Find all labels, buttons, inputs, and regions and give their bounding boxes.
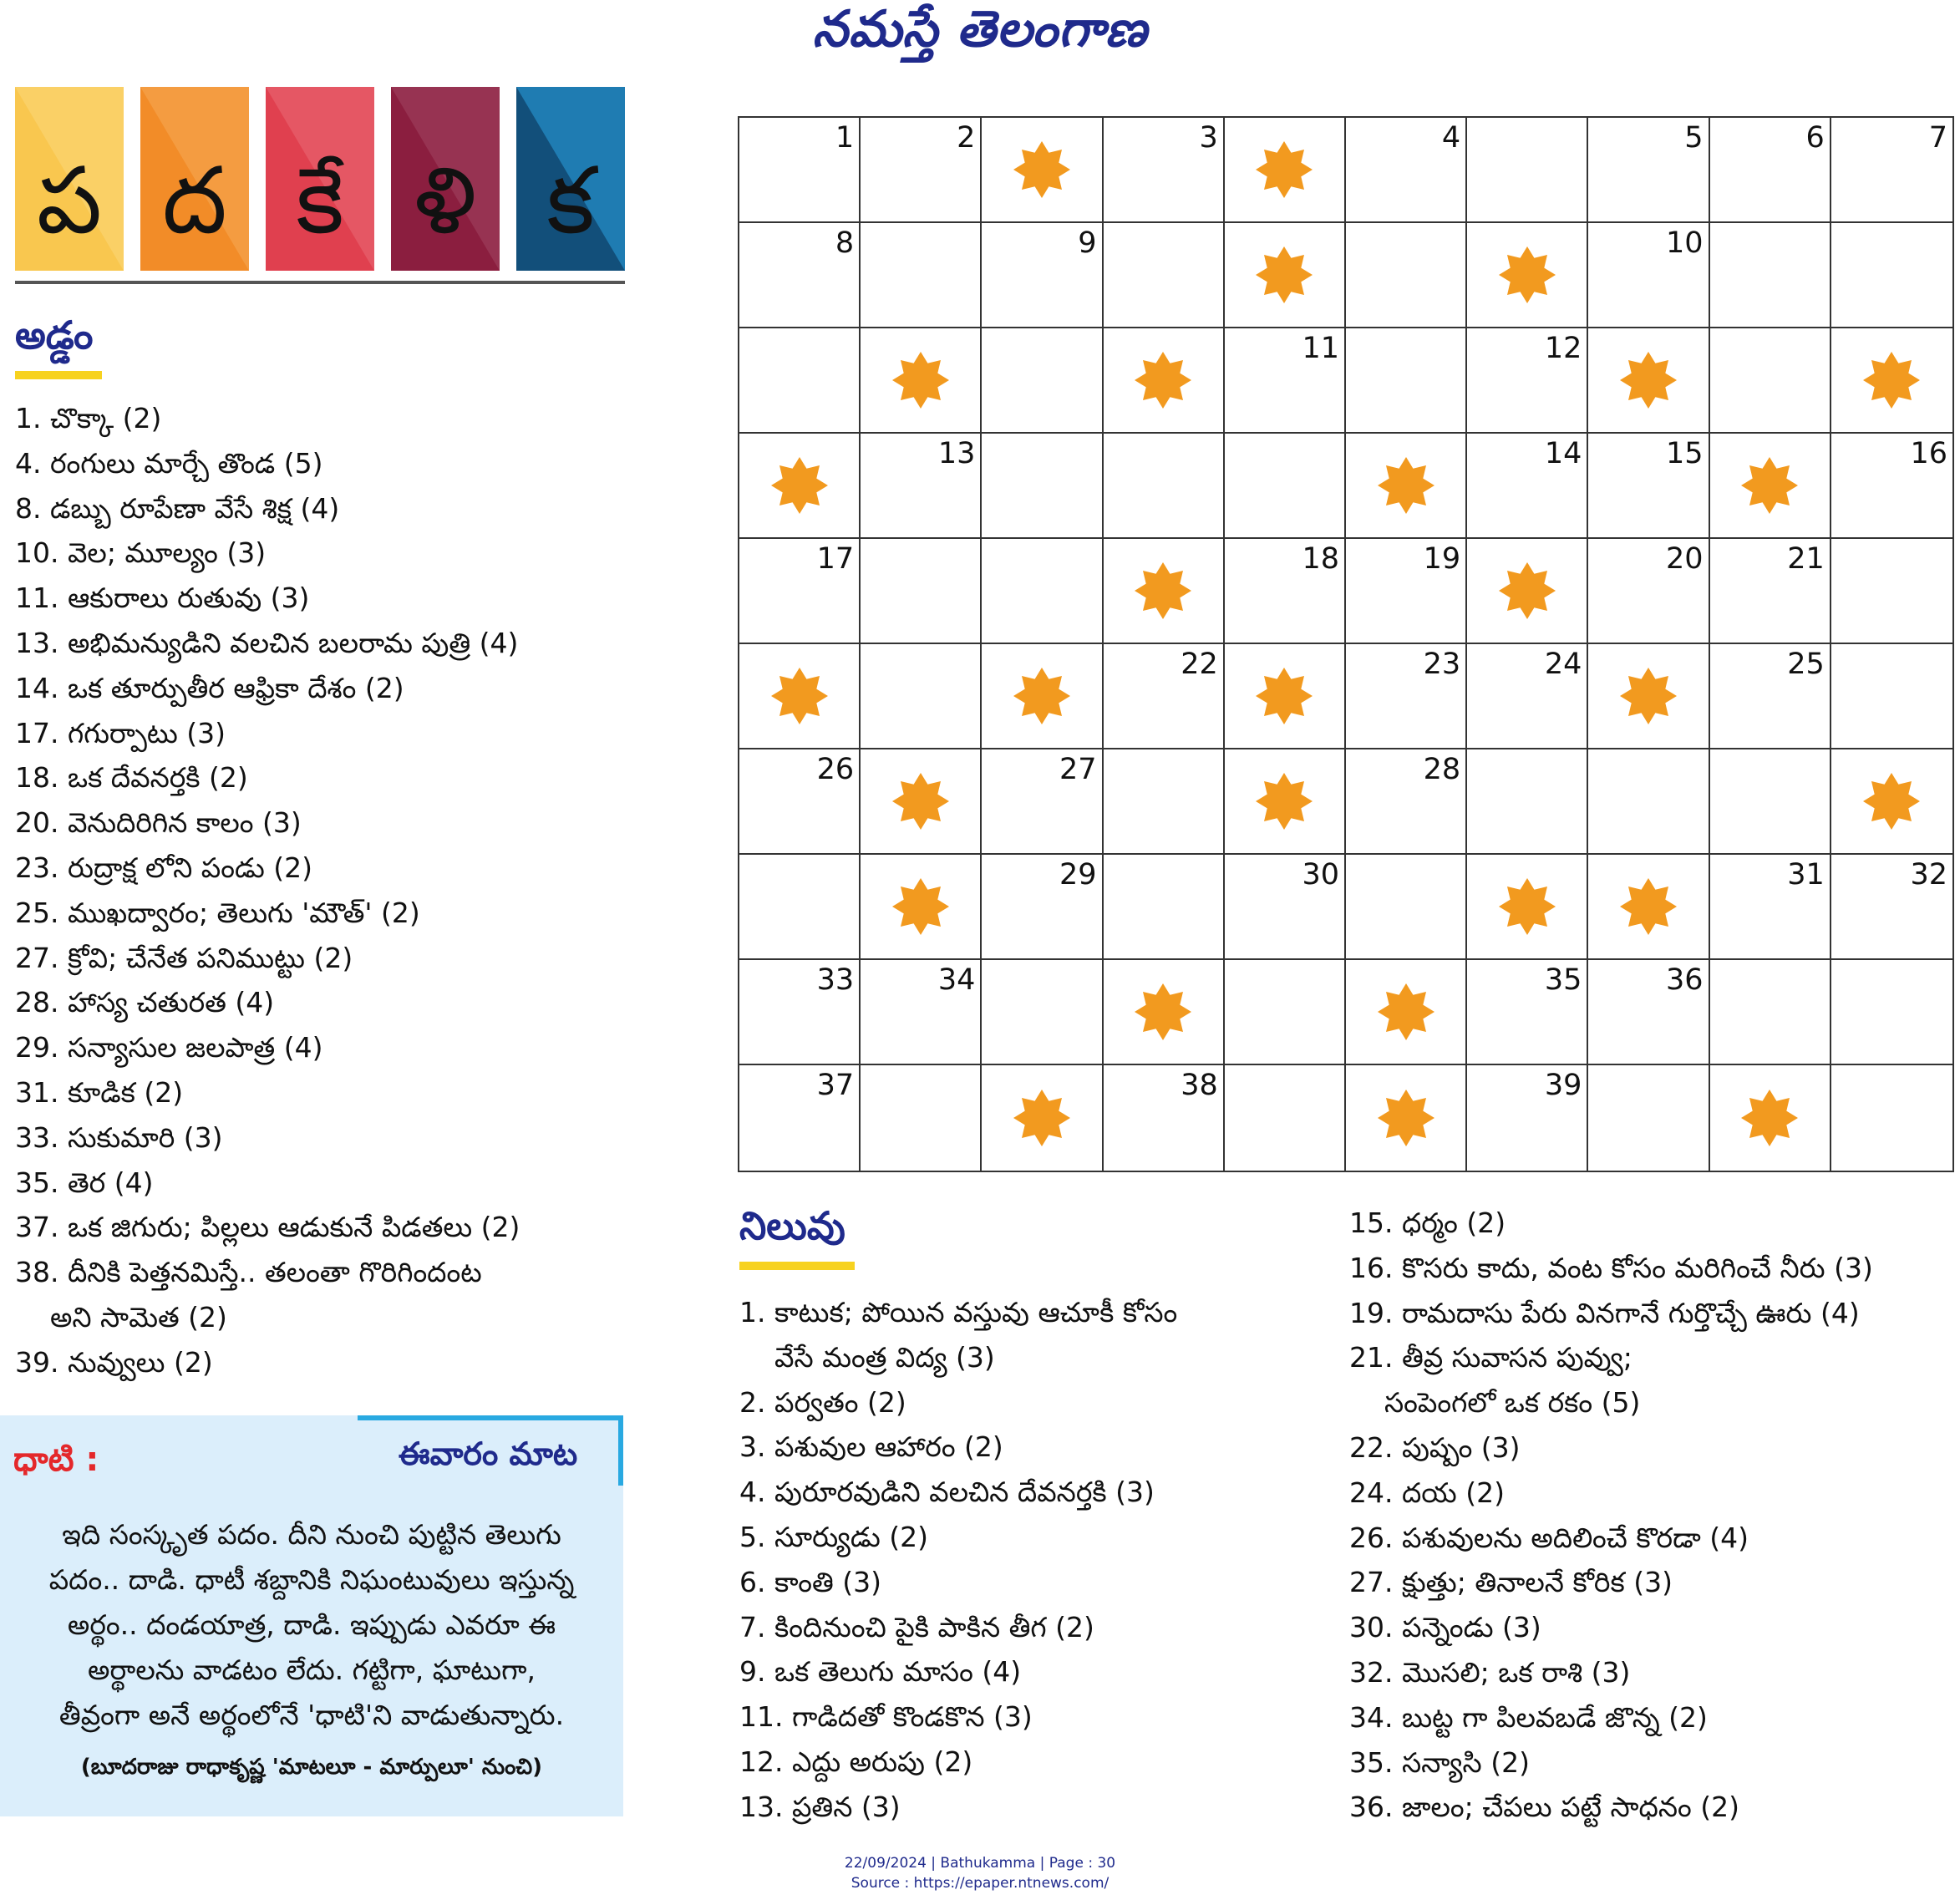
clue-item: 27. క్షుత్తు; తినాలనే కోరిక (3) — [1349, 1566, 1673, 1599]
grid-cell[interactable] — [1588, 749, 1709, 855]
clue-item: 19. రామదాసు పేరు వినగానే గుర్తొచ్చే ఊరు (4) — [1349, 1296, 1860, 1329]
star-icon — [1862, 351, 1921, 409]
grid-cell[interactable] — [1467, 434, 1588, 539]
grid-cell[interactable] — [1346, 223, 1467, 328]
clue-number: 26 — [816, 753, 855, 786]
grid-cell[interactable] — [1225, 434, 1346, 539]
grid-cell[interactable] — [982, 223, 1103, 328]
grid-cell[interactable] — [1346, 644, 1467, 749]
grid-cell — [1346, 960, 1467, 1065]
star-icon — [1134, 561, 1192, 620]
clue-item: 25. ముఖద్వారం; తెలుగు 'మౌత్' (2) — [15, 896, 420, 929]
grid-cell — [982, 644, 1103, 749]
word-of-week-tag: ఈవారం మాట — [358, 1415, 623, 1486]
title-tile — [516, 87, 625, 271]
clue-number: 36 — [1666, 963, 1704, 997]
clue-number: 9 — [1078, 226, 1097, 260]
grid-cell — [982, 1065, 1103, 1171]
clue-number: 32 — [1910, 858, 1947, 892]
title-tile-letter: ద — [162, 147, 227, 254]
grid-cell[interactable] — [1104, 1065, 1225, 1171]
grid-cell[interactable] — [739, 539, 861, 644]
star-icon — [1498, 877, 1556, 936]
grid-cell[interactable] — [1588, 960, 1709, 1065]
clue-item: 12. ఎద్దు అరుపు (2) — [739, 1745, 973, 1778]
grid-cell — [982, 118, 1103, 223]
grid-cell[interactable] — [1104, 223, 1225, 328]
grid-cell[interactable] — [1588, 539, 1709, 644]
clue-item: 18. ఒక దేవనర్తకి (2) — [15, 761, 248, 795]
clue-item: 31. కూడిక (2) — [15, 1075, 184, 1109]
clue-item: 39. నువ్వులు (2) — [15, 1345, 213, 1379]
word-of-week-text — [15, 1512, 608, 1738]
grid-cell[interactable] — [1710, 855, 1831, 960]
clue-item: 35. సన్యాసి (2) — [1349, 1745, 1530, 1779]
grid-cell — [1225, 644, 1346, 749]
grid-cell[interactable] — [1588, 118, 1709, 223]
clue-item: 38. దీనికి పెత్తనమిస్తే.. తలంతా గొరిగిందంట — [15, 1256, 482, 1289]
grid-cell[interactable] — [1710, 539, 1831, 644]
footer-source-line: Source : https://epaper.ntnews.com/ — [851, 1875, 1109, 1892]
grid-cell — [1588, 855, 1709, 960]
clue-number: 21 — [1787, 542, 1825, 576]
clue-number: 6 — [1805, 121, 1825, 155]
clue-item: 33. సుకుమారి (3) — [15, 1120, 223, 1154]
clue-item: 17. గగుర్పాటు (3) — [15, 716, 226, 749]
clue-item: 11. గాడిదతో కొండకొన (3) — [739, 1700, 1033, 1734]
grid-cell[interactable] — [1710, 223, 1831, 328]
heading-underline — [739, 1262, 855, 1270]
grid-cell[interactable] — [1588, 1065, 1709, 1171]
grid-cell[interactable] — [1346, 539, 1467, 644]
grid-cell — [1710, 434, 1831, 539]
grid-cell[interactable] — [739, 749, 861, 855]
clue-item: 26. పశువులను అదిలించే కొరడా (4) — [1349, 1521, 1749, 1554]
grid-cell — [1831, 328, 1952, 434]
grid-cell[interactable] — [1467, 118, 1588, 223]
star-icon — [891, 772, 950, 831]
clue-item: 37. ఒక జిగురు; పిల్లలు ఆడుకునే పిడతలు (2) — [15, 1211, 520, 1244]
clue-item: 16. కొసరు కాదు, వంట కోసం మరిగించే నీరు (3) — [1349, 1251, 1873, 1284]
clue-item: 15. ధర్మం (2) — [1349, 1207, 1506, 1239]
grid-cell — [1225, 118, 1346, 223]
word-of-week-line: అర్థాలను వాడటం లేదు. గట్టిగా, ఘాటుగా, — [88, 1654, 536, 1686]
grid-cell[interactable] — [1467, 749, 1588, 855]
clue-item: 11. ఆకురాలు రుతువు (3) — [15, 582, 310, 615]
grid-cell[interactable] — [1710, 749, 1831, 855]
grid-cell[interactable] — [1104, 434, 1225, 539]
grid-cell[interactable] — [982, 960, 1103, 1065]
clue-item: 36. జాలం; చేపలు పట్టే సాధనం (2) — [1349, 1791, 1739, 1824]
grid-cell[interactable] — [861, 118, 982, 223]
clue-number: 28 — [1423, 753, 1461, 786]
star-icon — [891, 351, 950, 409]
grid-cell[interactable] — [1104, 855, 1225, 960]
grid-cell[interactable] — [1831, 960, 1952, 1065]
clue-number: 27 — [1059, 753, 1097, 786]
star-icon — [891, 877, 950, 936]
grid-cell[interactable] — [861, 1065, 982, 1171]
grid-cell[interactable] — [1831, 223, 1952, 328]
word-of-week-credit: (బూదరాజు రాధాకృష్ణ 'మాటలూ - మార్పులూ' నుంచి) — [80, 1755, 543, 1780]
clue-item: 14. ఒక తూర్పుతీర ఆఫ్రికా దేశం (2) — [15, 671, 404, 704]
star-icon — [1013, 667, 1071, 725]
star-icon — [1619, 667, 1678, 725]
grid-cell[interactable] — [1225, 855, 1346, 960]
grid-cell[interactable] — [1710, 328, 1831, 434]
title-divider — [15, 281, 625, 284]
grid-cell[interactable] — [1710, 118, 1831, 223]
grid-cell[interactable] — [861, 434, 982, 539]
clue-number: 12 — [1544, 332, 1582, 365]
grid-cell[interactable] — [1831, 118, 1952, 223]
grid-cell[interactable] — [739, 960, 861, 1065]
across-clue-list — [15, 396, 520, 1385]
grid-cell — [739, 644, 861, 749]
clue-item: వేసే మంత్ర విద్య (3) — [774, 1340, 995, 1374]
grid-cell — [1225, 749, 1346, 855]
title-tile — [15, 87, 124, 271]
clue-number: 7 — [1928, 121, 1947, 155]
clue-number: 37 — [816, 1069, 855, 1102]
grid-cell[interactable] — [1104, 644, 1225, 749]
clue-number: 11 — [1302, 332, 1339, 365]
grid-cell[interactable] — [861, 223, 982, 328]
clue-number: 18 — [1302, 542, 1339, 576]
clue-item: 35. తెర (4) — [15, 1166, 154, 1199]
clue-item: 34. బుట్ట గా పిలవబడే జొన్న (2) — [1349, 1700, 1708, 1734]
grid-cell[interactable] — [739, 855, 861, 960]
grid-cell — [739, 434, 861, 539]
grid-cell[interactable] — [1104, 749, 1225, 855]
clue-item: 28. హాస్య చతురత (4) — [15, 986, 275, 1019]
clue-item: 13. అభిమన్యుడిని వలచిన బలరామ పుత్రి (4) — [15, 626, 519, 659]
across-heading-text: అడ్డం — [15, 312, 94, 358]
star-icon — [1134, 983, 1192, 1041]
star-icon — [770, 667, 829, 725]
clue-item: అని సామెత (2) — [50, 1300, 227, 1334]
title-tile — [140, 87, 249, 271]
grid-cell[interactable] — [1588, 223, 1709, 328]
grid-cell[interactable] — [1104, 118, 1225, 223]
clue-number: 33 — [816, 963, 855, 997]
clue-item: 23. రుద్రాక్ష లోని పండు (2) — [15, 851, 313, 884]
star-icon — [1377, 1089, 1435, 1147]
grid-cell — [1346, 1065, 1467, 1171]
star-icon — [1377, 456, 1435, 515]
star-icon — [1862, 772, 1921, 831]
clue-number: 4 — [1441, 121, 1461, 155]
clue-number: 30 — [1302, 858, 1339, 892]
clue-item: 3. పశువుల ఆహారం (2) — [739, 1430, 1003, 1464]
clue-number: 17 — [816, 542, 855, 576]
grid-cell[interactable] — [982, 749, 1103, 855]
title-tile-letter: కే — [296, 147, 344, 254]
grid-cell[interactable] — [1588, 434, 1709, 539]
star-icon — [1255, 246, 1313, 304]
grid-cell — [1831, 749, 1952, 855]
title-tile-letter: క — [546, 147, 595, 254]
star-icon — [1013, 1089, 1071, 1147]
word-of-week-box — [0, 1415, 623, 1816]
grid-cell[interactable] — [982, 328, 1103, 434]
grid-cell — [861, 328, 982, 434]
grid-cell[interactable] — [982, 434, 1103, 539]
grid-cell[interactable] — [1467, 1065, 1588, 1171]
footer-date-line: 22/09/2024 | Bathukamma | Page : 30 — [844, 1855, 1116, 1872]
clue-number: 22 — [1181, 648, 1218, 681]
star-icon — [1377, 983, 1435, 1041]
clue-item: 6. కాంతి (3) — [739, 1565, 881, 1598]
clue-item: 8. డబ్బు రూపేణా వేసే శిక్ష (4) — [15, 491, 340, 525]
clue-item: 4. రంగులు మార్చే తొండ (5) — [15, 446, 323, 480]
grid-cell[interactable] — [1225, 328, 1346, 434]
clue-number: 39 — [1544, 1069, 1582, 1102]
clue-number: 3 — [1199, 121, 1218, 155]
word-of-week-line: అర్థం.. దండయాత్ర, దాడి. ఇప్పుడు ఎవరూ ఈ — [67, 1608, 556, 1641]
word-of-week-line: తీవ్రంగా అనే అర్థంలోనే 'ధాటి'ని వాడుతున్నారు. — [58, 1699, 565, 1731]
word-of-week-line: పదం.. దాడి. ధాటీ శబ్దానికి నిఘంటువులు ఇస్తున్న — [48, 1563, 575, 1596]
star-icon — [1740, 456, 1799, 515]
grid-cell[interactable] — [1831, 434, 1952, 539]
grid-cell — [1104, 539, 1225, 644]
grid-cell — [1467, 855, 1588, 960]
star-icon — [1255, 667, 1313, 725]
clue-number: 19 — [1423, 542, 1461, 576]
clue-number: 5 — [1684, 121, 1704, 155]
grid-cell[interactable] — [1831, 644, 1952, 749]
word-of-week-line: ఇది సంస్కృత పదం. దీని నుంచి పుట్టిన తెలుగు — [62, 1518, 561, 1551]
clue-item: 21. తీవ్ర సువాసన పువ్వు; — [1349, 1341, 1632, 1374]
grid-cell — [1104, 960, 1225, 1065]
down-heading-text: నిలువు — [739, 1203, 845, 1248]
star-icon — [1619, 877, 1678, 936]
grid-cell[interactable] — [982, 855, 1103, 960]
star-icon — [1134, 351, 1192, 409]
grid-cell[interactable] — [1346, 749, 1467, 855]
clue-item: 1. కాటుక; పోయిన వస్తువు ఆచూకీ కోసం — [739, 1296, 1178, 1328]
grid-cell[interactable] — [1831, 855, 1952, 960]
grid-cell[interactable] — [739, 1065, 861, 1171]
down-heading — [739, 1203, 845, 1258]
grid-cell[interactable] — [739, 118, 861, 223]
grid-cell[interactable] — [861, 539, 982, 644]
masthead-logo: నమస్తే తెలంగాణ — [812, 0, 1148, 58]
grid-cell[interactable] — [1710, 644, 1831, 749]
down-clue-list-1 — [739, 1290, 1177, 1830]
clue-number: 2 — [957, 121, 976, 155]
grid-cell[interactable] — [1225, 1065, 1346, 1171]
star-icon — [1498, 561, 1556, 620]
star-icon — [1255, 772, 1313, 831]
clue-number: 31 — [1787, 858, 1825, 892]
grid-cell[interactable] — [1346, 328, 1467, 434]
grid-cell[interactable] — [739, 223, 861, 328]
title-tile — [266, 87, 374, 271]
grid-cell[interactable] — [1831, 539, 1952, 644]
clue-number: 38 — [1181, 1069, 1218, 1102]
grid-cell[interactable] — [982, 539, 1103, 644]
clue-item: 7. కిందినుంచి పైకి పాకిన తీగ (2) — [739, 1610, 1094, 1643]
grid-cell[interactable] — [1346, 118, 1467, 223]
heading-underline — [15, 371, 102, 379]
star-icon — [1619, 351, 1678, 409]
down-clue-list-2 — [1349, 1201, 1873, 1830]
clue-item: 20. వెనుదిరిగిన కాలం (3) — [15, 806, 302, 840]
grid-cell[interactable] — [1467, 644, 1588, 749]
clue-item: 13. ప్రతిన (3) — [739, 1790, 901, 1823]
grid-cell — [1467, 223, 1588, 328]
page-footer — [0, 1853, 1960, 1893]
clue-number: 34 — [937, 963, 976, 997]
star-icon — [770, 456, 829, 515]
clue-item: 22. పుష్పం (3) — [1349, 1430, 1521, 1464]
clue-number: 24 — [1544, 648, 1582, 681]
grid-cell — [861, 749, 982, 855]
title-tiles — [15, 87, 625, 271]
grid-cell — [1588, 328, 1709, 434]
crossword-grid — [738, 116, 1954, 1172]
clue-item: 32. మొసలి; ఒక రాశి (3) — [1349, 1655, 1631, 1689]
clue-item: 30. పన్నెండు (3) — [1349, 1611, 1541, 1644]
title-tile-letter: ళి — [414, 147, 477, 254]
clue-item: 1. చొక్కా (2) — [15, 402, 162, 434]
clue-number: 8 — [835, 226, 855, 260]
clue-item: 5. సూర్యుడు (2) — [739, 1520, 928, 1553]
grid-cell[interactable] — [1831, 1065, 1952, 1171]
star-icon — [1255, 140, 1313, 199]
star-icon — [1498, 246, 1556, 304]
clue-item: 2. పర్వతం (2) — [739, 1385, 906, 1419]
clue-number: 35 — [1544, 963, 1582, 997]
grid-cell — [1346, 434, 1467, 539]
clue-number: 1 — [835, 121, 855, 155]
clue-number: 23 — [1423, 648, 1461, 681]
grid-cell[interactable] — [861, 960, 982, 1065]
clue-number: 29 — [1059, 858, 1097, 892]
grid-cell — [1588, 644, 1709, 749]
clue-item: 9. ఒక తెలుగు మాసం (4) — [739, 1655, 1022, 1689]
grid-cell — [1467, 539, 1588, 644]
grid-cell[interactable] — [1346, 855, 1467, 960]
star-icon — [1013, 140, 1071, 199]
title-tile — [391, 87, 500, 271]
grid-cell — [1225, 223, 1346, 328]
grid-cell[interactable] — [1225, 539, 1346, 644]
clue-number: 14 — [1544, 437, 1582, 470]
word-of-week-label: ధాటి : — [13, 1440, 99, 1479]
grid-cell — [1710, 1065, 1831, 1171]
across-heading — [15, 312, 93, 368]
clue-number: 16 — [1910, 437, 1947, 470]
grid-cell — [861, 855, 982, 960]
grid-cell — [1104, 328, 1225, 434]
clue-item: 4. పురూరవుడిని వలచిన దేవనర్తకి (3) — [739, 1476, 1155, 1509]
clue-item: సంపెంగలో ఒక రకం (5) — [1384, 1386, 1641, 1420]
clue-number: 25 — [1787, 648, 1825, 681]
clue-item: 29. సన్యాసుల జలపాత్ర (4) — [15, 1031, 323, 1064]
clue-item: 10. వెల; మూల్యం (3) — [15, 536, 267, 570]
clue-item: 24. దయ (2) — [1349, 1476, 1505, 1509]
clue-number: 15 — [1666, 437, 1704, 470]
title-tile-letter: ప — [36, 147, 103, 254]
star-icon — [1740, 1089, 1799, 1147]
grid-cell[interactable] — [1225, 960, 1346, 1065]
clue-number: 13 — [937, 437, 976, 470]
grid-cell[interactable] — [1467, 328, 1588, 434]
clue-number: 10 — [1666, 226, 1704, 260]
grid-cell[interactable] — [1710, 960, 1831, 1065]
clue-number: 20 — [1666, 542, 1704, 576]
grid-cell[interactable] — [861, 644, 982, 749]
clue-item: 27. క్రోవి; చేనేత పనిముట్టు (2) — [15, 941, 353, 974]
grid-cell[interactable] — [739, 328, 861, 434]
grid-cell[interactable] — [1467, 960, 1588, 1065]
